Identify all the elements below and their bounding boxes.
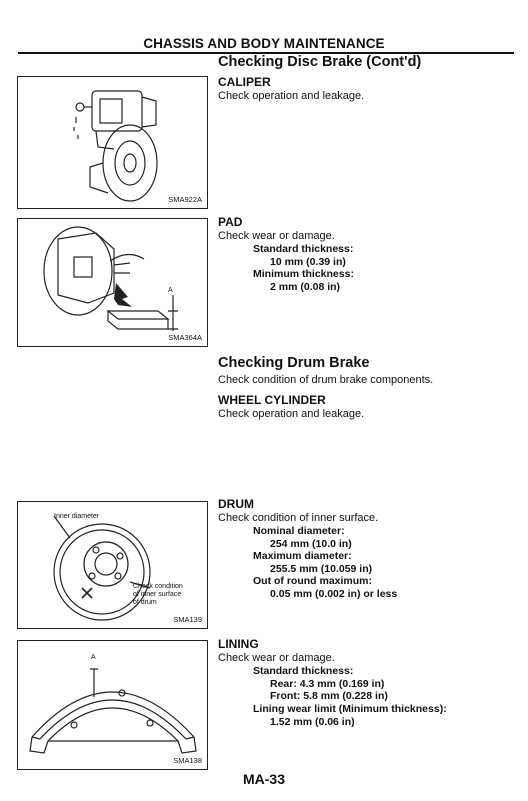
spec-label: Minimum thickness:: [253, 268, 354, 280]
figure-pad: [17, 218, 208, 347]
section-title-disc-brake: Checking Disc Brake (Cont'd): [218, 54, 422, 70]
spec-value: 1.52 mm (0.06 in): [270, 716, 355, 728]
figure-label-a: A: [91, 654, 96, 661]
spec-label: Out of round maximum:: [253, 575, 372, 587]
figure-caliper: [17, 76, 208, 209]
spec-label: Maximum diameter:: [253, 550, 352, 562]
spec-label: Nominal diameter:: [253, 525, 345, 537]
spec-label: Lining wear limit (Minimum thickness):: [253, 703, 447, 715]
page-header: CHASSIS AND BODY MAINTENANCE: [143, 36, 385, 51]
spec-label: Standard thickness:: [253, 665, 354, 677]
section-title-drum-brake: Checking Drum Brake: [218, 355, 370, 371]
spec-value: 2 mm (0.08 in): [270, 281, 341, 293]
figure-label-check-3: of drum: [133, 599, 157, 606]
heading-pad: PAD: [218, 215, 243, 229]
figure-label-inner-diameter: Inner diameter: [54, 513, 100, 520]
drum-illustration: [18, 502, 207, 628]
figure-code-caliper: SMA922A: [168, 195, 202, 204]
text-wheel-cylinder: Check operation and leakage.: [218, 408, 365, 420]
heading-caliper: CALIPER: [218, 75, 271, 89]
figure-code-pad: SMA364A: [168, 333, 202, 342]
figure-drum: [17, 501, 208, 629]
figure-label-check-2: of inner surface: [133, 591, 182, 598]
figure-lining: [17, 640, 208, 770]
heading-drum: DRUM: [218, 497, 254, 511]
spec-label: Standard thickness:: [253, 243, 354, 255]
figure-code-lining: SMA138: [173, 756, 202, 765]
text-lining: Check wear or damage.: [218, 652, 335, 664]
text-pad: Check wear or damage.: [218, 230, 335, 242]
figure-label-a: A: [168, 287, 173, 294]
lining-illustration: [18, 641, 207, 769]
spec-value: Front: 5.8 mm (0.228 in): [270, 690, 388, 702]
spec-value: 10 mm (0.39 in): [270, 256, 346, 268]
figure-code-drum: SMA139: [173, 615, 202, 624]
figure-label-check-1: Check condition: [133, 583, 183, 590]
caliper-illustration: [18, 77, 207, 208]
page-number: MA-33: [242, 771, 285, 787]
spec-value: 254 mm (10.0 in): [270, 538, 352, 550]
text-drum-brake: Check condition of drum brake components.: [218, 374, 434, 386]
spec-value: 255.5 mm (10.059 in): [270, 563, 373, 575]
heading-lining: LINING: [218, 637, 259, 651]
pad-illustration: [18, 219, 207, 346]
spec-value: 0.05 mm (0.002 in) or less: [270, 588, 398, 600]
text-drum: Check condition of inner surface.: [218, 512, 379, 524]
heading-wheel-cylinder: WHEEL CYLINDER: [218, 393, 326, 407]
text-caliper: Check operation and leakage.: [218, 90, 365, 102]
spec-value: Rear: 4.3 mm (0.169 in): [270, 678, 385, 690]
